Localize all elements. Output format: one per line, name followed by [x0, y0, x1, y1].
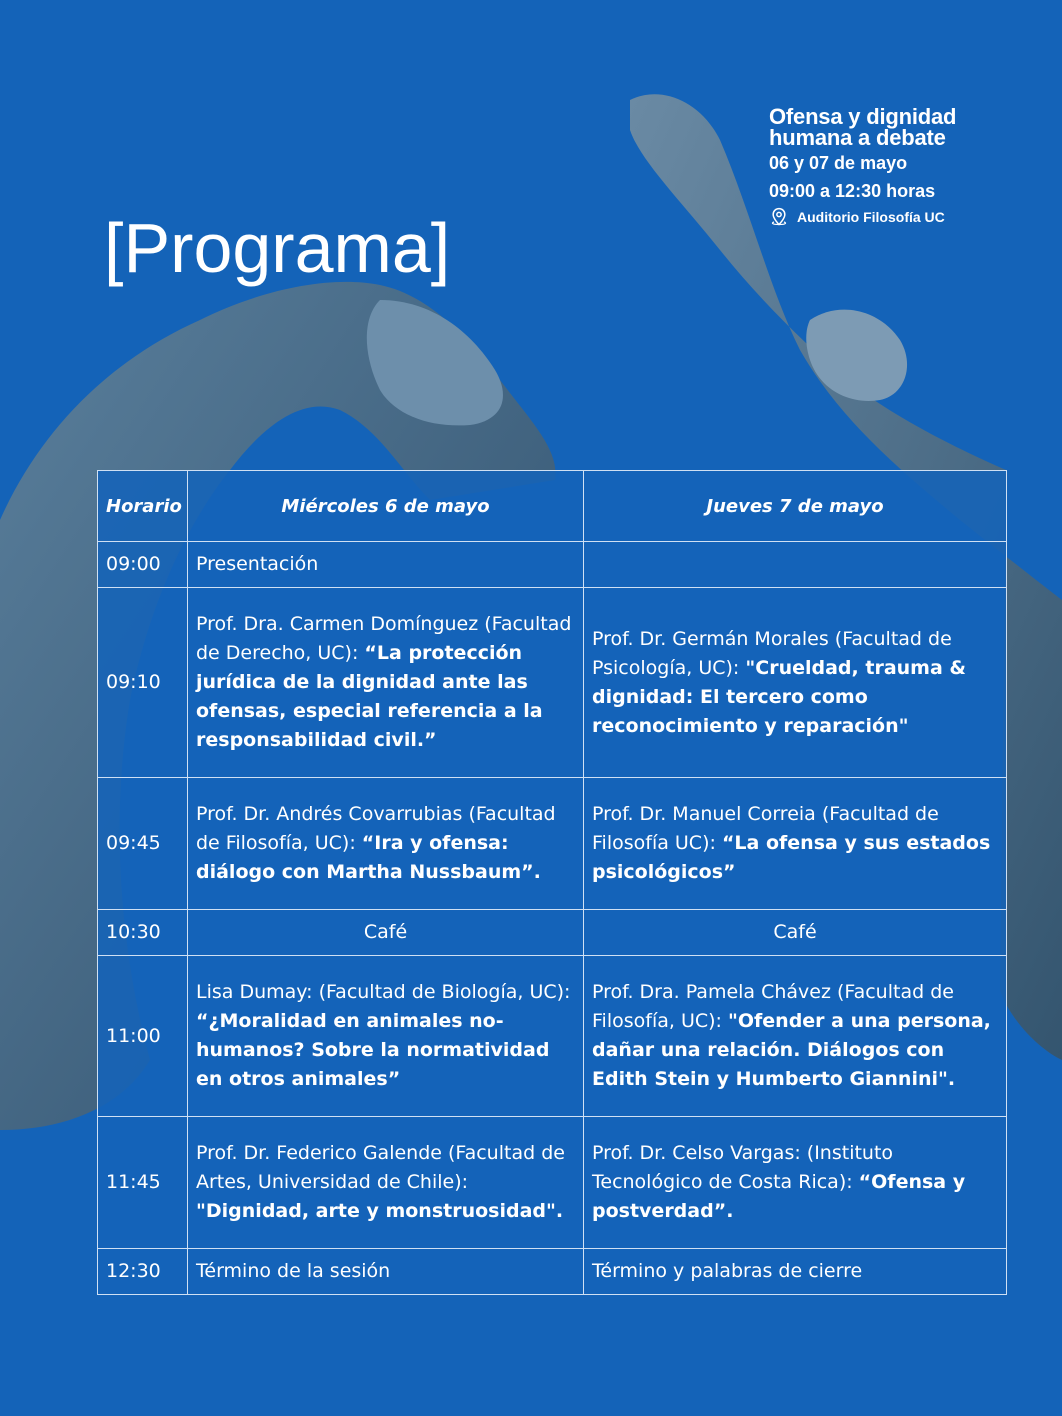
event-venue — [769, 207, 1039, 227]
schedule-table — [97, 470, 1007, 1295]
table-row — [98, 1249, 1007, 1295]
day-2-cell — [584, 910, 1007, 956]
event-time: 09:00 a 12:30 horas — [769, 181, 936, 201]
time-cell: 09:45 — [98, 778, 188, 910]
table-header-row — [98, 471, 1007, 542]
day-1-cell — [188, 1249, 584, 1295]
talk-speaker: Café — [773, 921, 817, 943]
event-title-line-2: humana a debate — [769, 125, 946, 150]
time-cell: 11:00 — [98, 956, 188, 1117]
time-cell: 09:00 — [98, 542, 188, 588]
day-1-cell — [188, 956, 584, 1117]
time-cell: 09:10 — [98, 588, 188, 778]
day-2-cell — [584, 1249, 1007, 1295]
header-day-1: Miércoles 6 de mayo — [188, 471, 584, 542]
talk-speaker: Prof. Dr. Celso Vargas: (Instituto Tecnológico de Costa Rica): — [592, 1142, 894, 1193]
event-dates: 06 y 07 de mayo — [769, 153, 908, 173]
header-time: Horario — [98, 471, 188, 542]
day-1-cell — [188, 910, 584, 956]
event-venue-label: Auditorio Filosofía UC — [797, 209, 945, 225]
day-1-cell — [188, 778, 584, 910]
table-row — [98, 910, 1007, 956]
talk-title: “Ofensa y postverdad”. — [592, 1171, 966, 1222]
table-row — [98, 778, 1007, 910]
day-2-cell — [584, 778, 1007, 910]
talk-title: "Ofender a una persona, dañar una relación. Diálogos con Edith Stein y Humberto Giannini". — [592, 1010, 991, 1090]
header-day-2: Jueves 7 de mayo — [584, 471, 1007, 542]
table-row — [98, 542, 1007, 588]
day-1-cell — [188, 542, 584, 588]
talk-speaker: Prof. Dra. Pamela Chávez (Facultad de Filosofía, UC): — [592, 981, 954, 1032]
talk-title: “La ofensa y sus estados psicológicos” — [592, 832, 991, 883]
day-1-cell — [188, 588, 584, 778]
day-2-cell — [584, 542, 1007, 588]
talk-speaker: Término y palabras de cierre — [592, 1260, 863, 1282]
talk-title: “¿Moralidad en animales no-humanos? Sobre la normatividad en otros animales” — [196, 1010, 550, 1090]
talk-speaker: Café — [363, 921, 408, 943]
talk-speaker: Lisa Dumay: (Facultad de Biología, UC): — [196, 981, 571, 1003]
day-2-cell — [584, 1117, 1007, 1249]
page-title: [Programa] — [104, 209, 451, 287]
event-title-line-1: Ofensa y dignidad — [769, 104, 957, 129]
talk-title: "Dignidad, arte y monstruosidad". — [196, 1200, 564, 1222]
location-pin-icon — [769, 207, 789, 227]
event-info — [769, 106, 1039, 227]
table-row — [98, 1117, 1007, 1249]
day-2-cell — [584, 588, 1007, 778]
talk-speaker: Prof. Dr. Germán Morales (Facultad de Psicología, UC): — [592, 627, 952, 679]
talk-speaker: Presentación — [196, 553, 319, 575]
day-1-cell — [188, 1117, 584, 1249]
talk-speaker: Término de la sesión — [196, 1260, 391, 1282]
time-cell: 12:30 — [98, 1249, 188, 1295]
talk-title: “La protección jurídica de la dignidad ante las ofensas, especial referencia a la responsabilidad civil.” — [196, 642, 543, 751]
talk-title: "Crueldad, trauma & dignidad: El tercero como reconocimiento y reparación" — [592, 656, 966, 737]
talk-speaker: Prof. Dr. Manuel Correia (Facultad de Filosofía UC): — [592, 803, 939, 854]
talk-speaker: Prof. Dr. Andrés Covarrubias (Facultad de Filosofía, UC): — [196, 803, 556, 854]
talk-speaker: Prof. Dr. Federico Galende (Facultad de Artes, Universidad de Chile): — [196, 1142, 565, 1193]
day-2-cell — [584, 956, 1007, 1117]
time-cell: 10:30 — [98, 910, 188, 956]
table-row — [98, 956, 1007, 1117]
talk-speaker: Prof. Dra. Carmen Domínguez (Facultad de Derecho, UC): — [196, 613, 572, 664]
table-row — [98, 588, 1007, 778]
time-cell: 11:45 — [98, 1117, 188, 1249]
talk-title: “Ira y ofensa: diálogo con Martha Nussbaum”. — [196, 832, 541, 883]
